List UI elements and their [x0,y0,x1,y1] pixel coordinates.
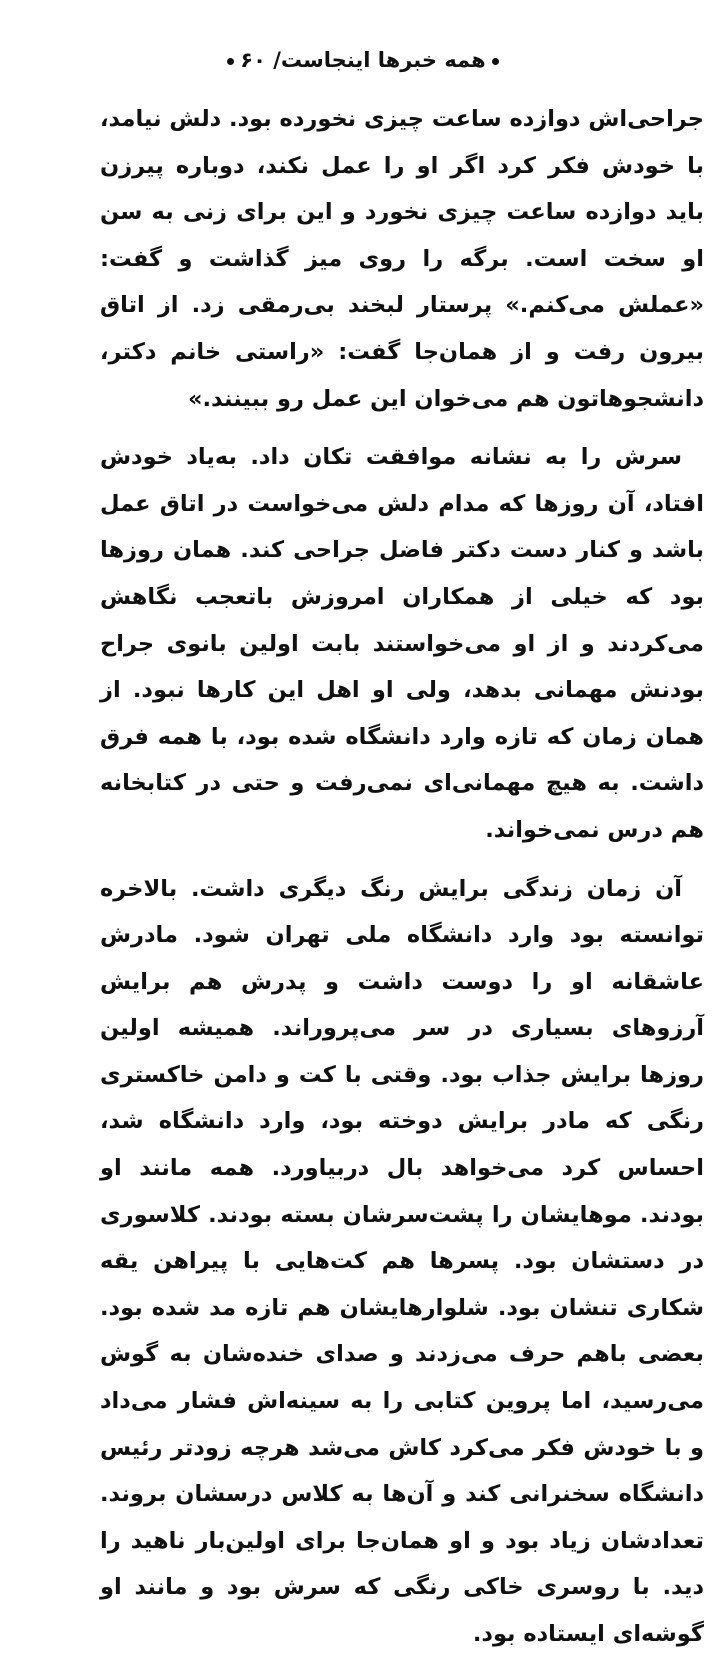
bullet-dot-icon [492,58,499,65]
paragraph-2: سرش را به نشانه موافقت تکان داد. به‌یاد خودش افتاد، آن روزها که مدام دلش می‌خواست در اتاق عمل باشد و کنار دست دکتر فاضل جراحی کند. همان روزها بود که خیلی از همکاران امروزش باتعجب نگاهش می‌کردند و از او می‌خواستند بابت اولین بانوی جراح بودنش مهمانی بدهد، ولی او اهل این کارها نبود. از همان زمان که تازه وارد دانشگاه شده بود، با همه فرق داشت. به هیچ مهمانی‌ای نمی‌رفت و حتی در کتابخانه هم درس نمی‌خواند. [100,444,704,843]
paragraph-1: جراحی‌اش دوازده ساعت چیزی نخورده بود. دلش نیامد، با خودش فکر کرد اگر او را عمل نکند، دوباره پیرزن باید دوازده ساعت چیزی نخورد و این برای زنی به سن او سخت است. برگه را روی میز گذاشت و گفت: «عملش می‌کنم.» پرستار لبخند بی‌رمقی زد. از اتاق بیرون رفت و از همان‌جا گفت: «راستی خانم دکتر، دانشجوهاتون هم می‌خوان این عمل رو ببینند.» [100,106,704,412]
body-text [100,96,704,1658]
paragraph-3: آن زمان زندگی برایش رنگ دیگری داشت. بالاخره توانسته بود وارد دانشگاه ملی تهران شود. مادرش عاشقانه او را دوست داشت و پدرش هم برایش آرزوهای بسیاری در سر می‌پروراند. همیشه اولین روزها برایش جذاب بود. وقتی با کت و دامن خاکستری رنگی که مادر برایش دوخته بود، وارد دانشگاه شد، احساس کرد می‌خواهد بال دربیاورد. همه مانند او بودند. موهایشان را پشت‌سرشان بسته بودند. کلاسوری در دستشان بود. پسرها هم کت‌هایی با پیراهن یقه شکاری تنشان بود. شلوارهایشان هم تازه مد شده بود. بعضی باهم حرف می‌زدند و صدای خنده‌شان به گوش می‌رسید، اما پروین کتابی را به سینه‌اش فشار می‌داد و با خودش فکر می‌کرد کاش می‌شد هرچه زودتر رئیس دانشگاه سخنرانی کند و آن‌ها به کلاس درسشان بروند. تعدادشان زیاد بود و او همان‌جا برای اولین‌بار ناهید را دید. با روسری خاکی رنگی که سرش بود و مانند او گوشه‌ای ایستاده بود. [100,875,704,1647]
bullet-dot-icon [227,58,234,65]
running-header [0,46,726,74]
running-header-title: همه خبرها اینجاست/ ۶۰ [240,48,486,72]
